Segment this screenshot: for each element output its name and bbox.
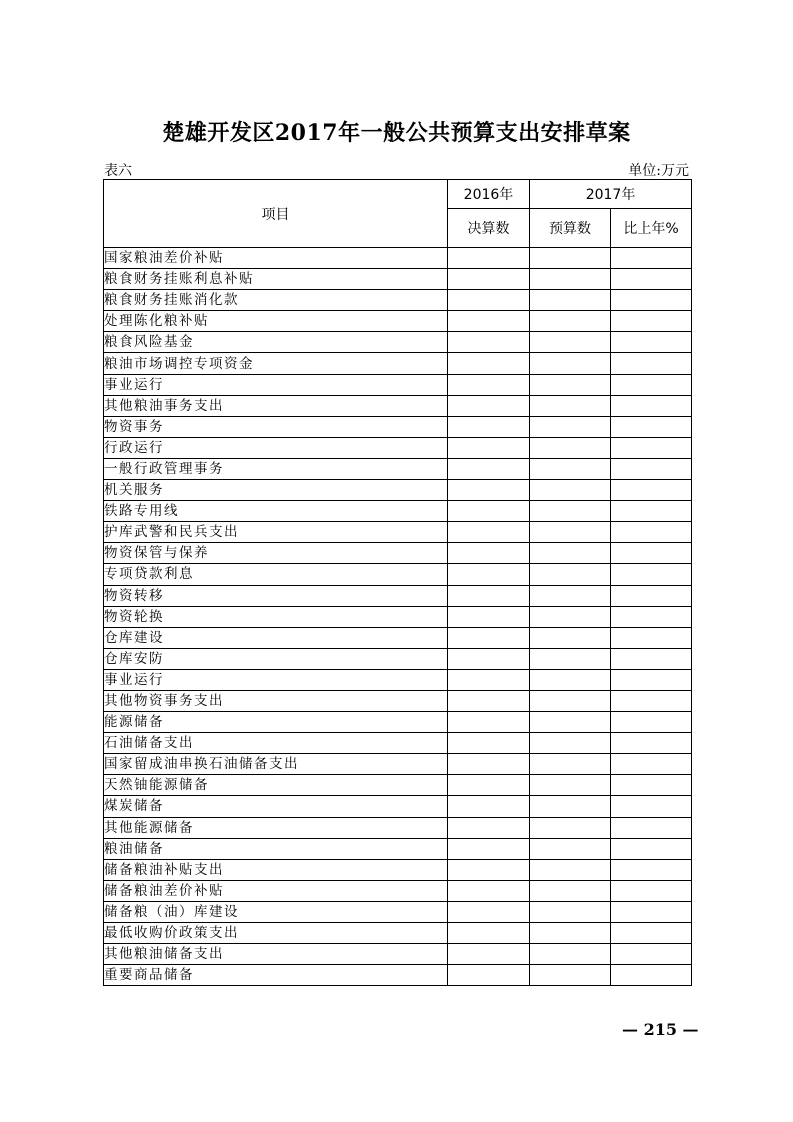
value-2016-final — [448, 627, 530, 648]
row-label: 粮油市场调控专项资金 — [104, 353, 448, 374]
value-2017-budget — [530, 880, 611, 901]
value-2016-final — [448, 564, 530, 585]
table-row — [104, 416, 692, 437]
value-2016-final — [448, 437, 530, 458]
row-label: 其他粮油事务支出 — [104, 395, 448, 416]
row-label: 机关服务 — [104, 480, 448, 501]
row-label: 专项贷款利息 — [104, 564, 448, 585]
value-2017-budget — [530, 712, 611, 733]
value-2017-ratio — [611, 480, 692, 501]
value-2017-budget — [530, 395, 611, 416]
table-row — [104, 269, 692, 290]
column-header-2017-ratio: 比上年% — [611, 209, 692, 248]
table-row — [104, 838, 692, 859]
column-header-2017-budget: 预算数 — [530, 209, 611, 248]
table-row — [104, 290, 692, 311]
value-2016-final — [448, 754, 530, 775]
value-2016-final — [448, 458, 530, 479]
table-label: 表六 — [104, 163, 132, 179]
value-2016-final — [448, 838, 530, 859]
value-2017-budget — [530, 923, 611, 944]
value-2017-budget — [530, 543, 611, 564]
row-label: 天然铀能源储备 — [104, 775, 448, 796]
value-2016-final — [448, 353, 530, 374]
table-row — [104, 395, 692, 416]
value-2017-ratio — [611, 416, 692, 437]
value-2017-budget — [530, 522, 611, 543]
value-2017-ratio — [611, 627, 692, 648]
value-2016-final — [448, 880, 530, 901]
row-label: 能源储备 — [104, 712, 448, 733]
value-2017-ratio — [611, 269, 692, 290]
row-label: 护库武警和民兵支出 — [104, 522, 448, 543]
table-row — [104, 880, 692, 901]
table-row — [104, 606, 692, 627]
table-row — [104, 733, 692, 754]
value-2017-budget — [530, 901, 611, 922]
value-2017-ratio — [611, 248, 692, 269]
value-2017-ratio — [611, 311, 692, 332]
table-row — [104, 501, 692, 522]
row-label: 国家粮油差价补贴 — [104, 248, 448, 269]
value-2016-final — [448, 901, 530, 922]
value-2017-budget — [530, 859, 611, 880]
row-label: 石油储备支出 — [104, 733, 448, 754]
value-2017-budget — [530, 248, 611, 269]
value-2017-budget — [530, 965, 611, 986]
value-2017-budget — [530, 669, 611, 690]
value-2016-final — [448, 332, 530, 353]
value-2017-budget — [530, 437, 611, 458]
value-2017-budget — [530, 838, 611, 859]
row-label: 储备粮油补贴支出 — [104, 859, 448, 880]
row-label: 国家留成油串换石油储备支出 — [104, 754, 448, 775]
value-2017-budget — [530, 944, 611, 965]
table-row — [104, 796, 692, 817]
value-2017-ratio — [611, 880, 692, 901]
value-2017-budget — [530, 458, 611, 479]
row-label: 储备粮油差价补贴 — [104, 880, 448, 901]
value-2017-budget — [530, 585, 611, 606]
column-header-2016-final: 决算数 — [448, 209, 530, 248]
row-label: 粮食财务挂账利息补贴 — [104, 269, 448, 290]
value-2016-final — [448, 543, 530, 564]
table-row — [104, 923, 692, 944]
row-label: 其他粮油储备支出 — [104, 944, 448, 965]
value-2016-final — [448, 944, 530, 965]
table-row — [104, 754, 692, 775]
value-2017-budget — [530, 332, 611, 353]
value-2017-budget — [530, 311, 611, 332]
row-label: 储备粮（油）库建设 — [104, 901, 448, 922]
value-2016-final — [448, 374, 530, 395]
value-2017-ratio — [611, 796, 692, 817]
value-2017-budget — [530, 269, 611, 290]
column-header-2016: 2016年 — [448, 180, 530, 209]
table-row — [104, 248, 692, 269]
value-2017-ratio — [611, 817, 692, 838]
table-row — [104, 944, 692, 965]
value-2017-ratio — [611, 775, 692, 796]
value-2017-ratio — [611, 648, 692, 669]
value-2017-ratio — [611, 690, 692, 711]
value-2017-ratio — [611, 395, 692, 416]
value-2016-final — [448, 522, 530, 543]
value-2016-final — [448, 311, 530, 332]
value-2017-ratio — [611, 585, 692, 606]
value-2017-budget — [530, 796, 611, 817]
value-2017-budget — [530, 480, 611, 501]
row-label: 物资保管与保养 — [104, 543, 448, 564]
value-2016-final — [448, 648, 530, 669]
row-label: 仓库建设 — [104, 627, 448, 648]
table-row — [104, 353, 692, 374]
value-2017-ratio — [611, 965, 692, 986]
value-2017-budget — [530, 564, 611, 585]
row-label: 事业运行 — [104, 669, 448, 690]
value-2016-final — [448, 923, 530, 944]
value-2017-ratio — [611, 501, 692, 522]
value-2016-final — [448, 690, 530, 711]
value-2017-ratio — [611, 606, 692, 627]
value-2017-ratio — [611, 332, 692, 353]
row-label: 粮食风险基金 — [104, 332, 448, 353]
table-row — [104, 522, 692, 543]
value-2017-ratio — [611, 838, 692, 859]
table-row — [104, 437, 692, 458]
value-2017-budget — [530, 690, 611, 711]
value-2016-final — [448, 817, 530, 838]
value-2016-final — [448, 775, 530, 796]
table-row — [104, 627, 692, 648]
table-row — [104, 648, 692, 669]
row-label: 煤炭储备 — [104, 796, 448, 817]
table-row — [104, 585, 692, 606]
value-2017-budget — [530, 416, 611, 437]
row-label: 行政运行 — [104, 437, 448, 458]
value-2017-ratio — [611, 353, 692, 374]
value-2016-final — [448, 248, 530, 269]
value-2017-ratio — [611, 458, 692, 479]
value-2017-ratio — [611, 712, 692, 733]
value-2017-ratio — [611, 543, 692, 564]
value-2017-ratio — [611, 859, 692, 880]
value-2016-final — [448, 501, 530, 522]
column-header-2017: 2017年 — [530, 180, 692, 209]
value-2017-budget — [530, 627, 611, 648]
value-2017-ratio — [611, 733, 692, 754]
value-2016-final — [448, 859, 530, 880]
table-row — [104, 859, 692, 880]
value-2017-ratio — [611, 564, 692, 585]
value-2017-ratio — [611, 669, 692, 690]
row-label: 事业运行 — [104, 374, 448, 395]
row-label: 处理陈化粮补贴 — [104, 311, 448, 332]
value-2017-budget — [530, 775, 611, 796]
table-row — [104, 690, 692, 711]
value-2016-final — [448, 416, 530, 437]
value-2016-final — [448, 965, 530, 986]
table-body — [104, 248, 692, 986]
table-row — [104, 543, 692, 564]
row-label: 物资事务 — [104, 416, 448, 437]
row-label: 物资转移 — [104, 585, 448, 606]
table-row — [104, 775, 692, 796]
row-label: 最低收购价政策支出 — [104, 923, 448, 944]
value-2016-final — [448, 395, 530, 416]
value-2016-final — [448, 480, 530, 501]
page-title: 楚雄开发区2017年一般公共预算支出安排草案 — [162, 120, 631, 146]
table-row — [104, 480, 692, 501]
table-row — [104, 458, 692, 479]
row-label: 一般行政管理事务 — [104, 458, 448, 479]
value-2016-final — [448, 606, 530, 627]
value-2017-ratio — [611, 901, 692, 922]
row-label: 其他能源储备 — [104, 817, 448, 838]
value-2017-ratio — [611, 944, 692, 965]
table-row — [104, 564, 692, 585]
table-row — [104, 669, 692, 690]
value-2016-final — [448, 733, 530, 754]
page-number: — 215 — — [622, 1020, 699, 1039]
row-label: 粮食财务挂账消化款 — [104, 290, 448, 311]
value-2017-budget — [530, 501, 611, 522]
value-2017-budget — [530, 648, 611, 669]
value-2017-ratio — [611, 290, 692, 311]
table-row — [104, 712, 692, 733]
table-row — [104, 311, 692, 332]
value-2016-final — [448, 290, 530, 311]
row-label: 仓库安防 — [104, 648, 448, 669]
value-2016-final — [448, 712, 530, 733]
table-row — [104, 332, 692, 353]
value-2017-ratio — [611, 522, 692, 543]
unit-label: 单位:万元 — [628, 163, 689, 179]
row-label: 粮油储备 — [104, 838, 448, 859]
value-2017-ratio — [611, 437, 692, 458]
table-row — [104, 901, 692, 922]
row-label: 其他物资事务支出 — [104, 690, 448, 711]
row-label: 重要商品储备 — [104, 965, 448, 986]
value-2017-ratio — [611, 923, 692, 944]
table-row — [104, 817, 692, 838]
value-2017-budget — [530, 754, 611, 775]
row-label: 物资轮换 — [104, 606, 448, 627]
value-2017-ratio — [611, 754, 692, 775]
budget-table — [103, 179, 692, 986]
column-header-item: 项目 — [104, 180, 448, 248]
value-2016-final — [448, 796, 530, 817]
value-2017-budget — [530, 353, 611, 374]
value-2017-ratio — [611, 374, 692, 395]
row-label: 铁路专用线 — [104, 501, 448, 522]
value-2017-budget — [530, 817, 611, 838]
value-2016-final — [448, 669, 530, 690]
value-2016-final — [448, 585, 530, 606]
value-2016-final — [448, 269, 530, 290]
value-2017-budget — [530, 374, 611, 395]
table-row — [104, 965, 692, 986]
value-2017-budget — [530, 733, 611, 754]
table-row — [104, 374, 692, 395]
value-2017-budget — [530, 606, 611, 627]
value-2017-budget — [530, 290, 611, 311]
